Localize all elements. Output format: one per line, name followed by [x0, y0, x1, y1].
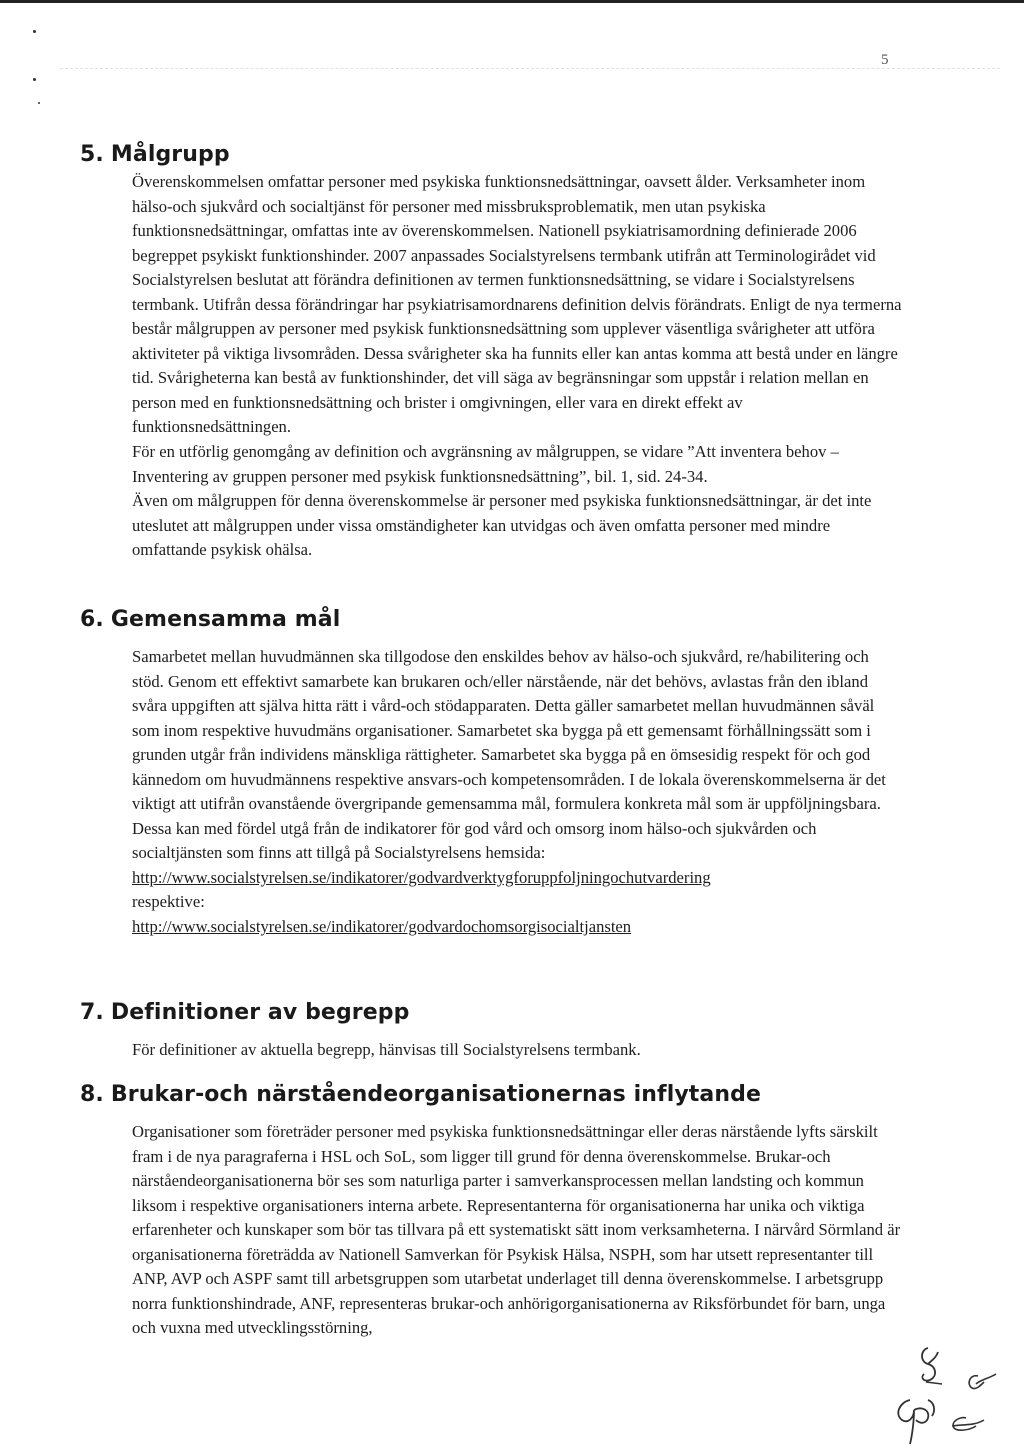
paragraph: För definitioner av aktuella begrepp, hänvisas till Socialstyrelsens termbank.: [132, 1040, 641, 1059]
section-7-body: [132, 1038, 904, 1063]
section-number: 8.: [80, 1082, 104, 1107]
section-title: Brukar-och närståendeorganisationernas inflytande: [110, 1082, 761, 1107]
scan-speck: [33, 30, 36, 33]
indikatorer-link-2[interactable]: http://www.socialstyrelsen.se/indikatorer/godvardochomsorgisocialtjansten: [132, 917, 632, 937]
paragraph: Överenskommelsen omfattar personer med psykiska funktionsnedsättningar, oavsett ålder. Verksamheter inom hälso-och sjukvård och socialtjänst för personer med missbruksproblematik, men utan psykiska funktionsnedsättningar, omfattas inte av överenskommelsen. Nationell psykiatrisamordning definierade 2006 begreppet psykiskt funktionshinder. 2007 anpassades Socialstyrelsens termbank utifrån att Terminologirådet vid Socialstyrelsen beslutat att förändra definitionen av termen funktionsnedsättning, se vidare i Socialstyrelsens termbank. Utifrån dessa förändringar har psykiatrisamordnarens definition delvis förändrats. Enligt de nya termerna består målgruppen av personer med psykisk funktionsnedsättning som upplever väsentliga svårigheter att utföra aktiviteter på viktiga livsområden. Dessa svårigheter ska ha funnits eller kan antas komma att bestå under en längre tid. Svårigheterna kan bestå av funktionshinder, det vill säga av begränsningar som uppstår i relation mellan en person med en funktionsnedsättning och brister i omgivningen, eller vara en direkt effekt av funktionsnedsättningen.: [132, 172, 902, 437]
section-title: Gemensamma mål: [110, 607, 341, 632]
section-8-body: [132, 1120, 904, 1341]
scan-top-edge: [0, 0, 1024, 3]
paragraph: Även om målgruppen för denna överenskommelse är personer med psykiska funktionsnedsättningar, är det inte uteslutet att målgruppen under vissa omständigheter kan utvidgas och även omfatta personer med mindre omfattande psykisk ohälsa.: [132, 491, 872, 560]
paragraph: respektive:: [132, 892, 205, 912]
section-7-heading: [80, 1000, 409, 1025]
section-number: 6.: [80, 607, 104, 632]
section-number: 5.: [80, 142, 104, 167]
scan-speck: [38, 102, 40, 104]
section-5-heading: [80, 142, 230, 167]
section-6-body: [132, 645, 904, 940]
paragraph: För en utförlig genomgång av definition och avgränsning av målgruppen, se vidare ”Att inventera behov – Inventering av gruppen personer med psykisk funktionsnedsättning”, bil. 1, sid. 24-34.: [132, 442, 839, 486]
indikatorer-link-1[interactable]: http://www.socialstyrelsen.se/indikatorer/godvardverktygforuppfoljningochutvardering: [132, 867, 711, 887]
header-rule: [60, 68, 1000, 69]
paragraph: Organisationer som företräder personer med psykiska funktionsnedsättningar eller deras närstående lyfts särskilt fram i de nya paragraferna i HSL och SoL, som ligger till grund för denna överenskommelse. Brukar-och närståendeorganisationerna bör ses som naturliga parter i samverkansprocessen mellan landsting och kommun liksom i respektive organisationers interna arbete. Representanterna för organisationerna har unika och viktiga erfarenheter och kunskaper som bör tas tillvara på ett systematiskt sätt inom verksamheterna. I närvård Sörmland är organisationerna företrädda av Nationell Samverkan för Psykisk Hälsa, NSPH, som har utsett representanter till ANP, AVP och ASPF samt till arbetsgruppen som utarbetat underlaget till denna överenskommelse. I arbetsgrupp norra funktionshindrade, ANF, representeras brukar-och anhörigorganisationerna av Riksförbundet för barn, unga och vuxna med utvecklingsstörning,: [132, 1122, 901, 1338]
page-number: 5: [881, 52, 889, 68]
handwritten-initials: [880, 1340, 1010, 1450]
section-5-body: [132, 170, 904, 563]
section-title: Definitioner av begrepp: [110, 1000, 410, 1025]
section-6-heading: [80, 607, 340, 632]
paragraph: Samarbetet mellan huvudmännen ska tillgodose den enskildes behov av hälso-och sjukvård, re/habilitering och stöd. Genom ett effektivt samarbete kan brukaren och/eller närstående, när det behövs, avlastas från den ibland svåra uppgiften att själva hitta rätt i vård-och stödapparaten. Detta gäller samarbetet mellan huvudmännen såväl som inom respektive huvudmäns organisationer. Samarbetet ska bygga på ett gemensamt förhållningssätt som i grunden utgår från individens mänskliga rättigheter. Samarbetet ska bygga på en ömsesidig respekt för och god kännedom om huvudmännens respektive ansvars-och kompetensområden. I de lokala överenskommelserna är det viktigt att utifrån ovanstående övergripande gemensamma mål, formulera konkreta mål som är uppföljningsbara. Dessa kan med fördel utgå från de indikatorer för god vård och omsorg inom hälso-och sjukvården och socialtjänsten som finns att tillgå på Socialstyrelsens hemsida:: [132, 647, 886, 863]
section-number: 7.: [80, 1000, 104, 1025]
section-8-heading: [80, 1082, 761, 1107]
section-title: Målgrupp: [110, 142, 230, 167]
scan-speck: [33, 78, 36, 81]
